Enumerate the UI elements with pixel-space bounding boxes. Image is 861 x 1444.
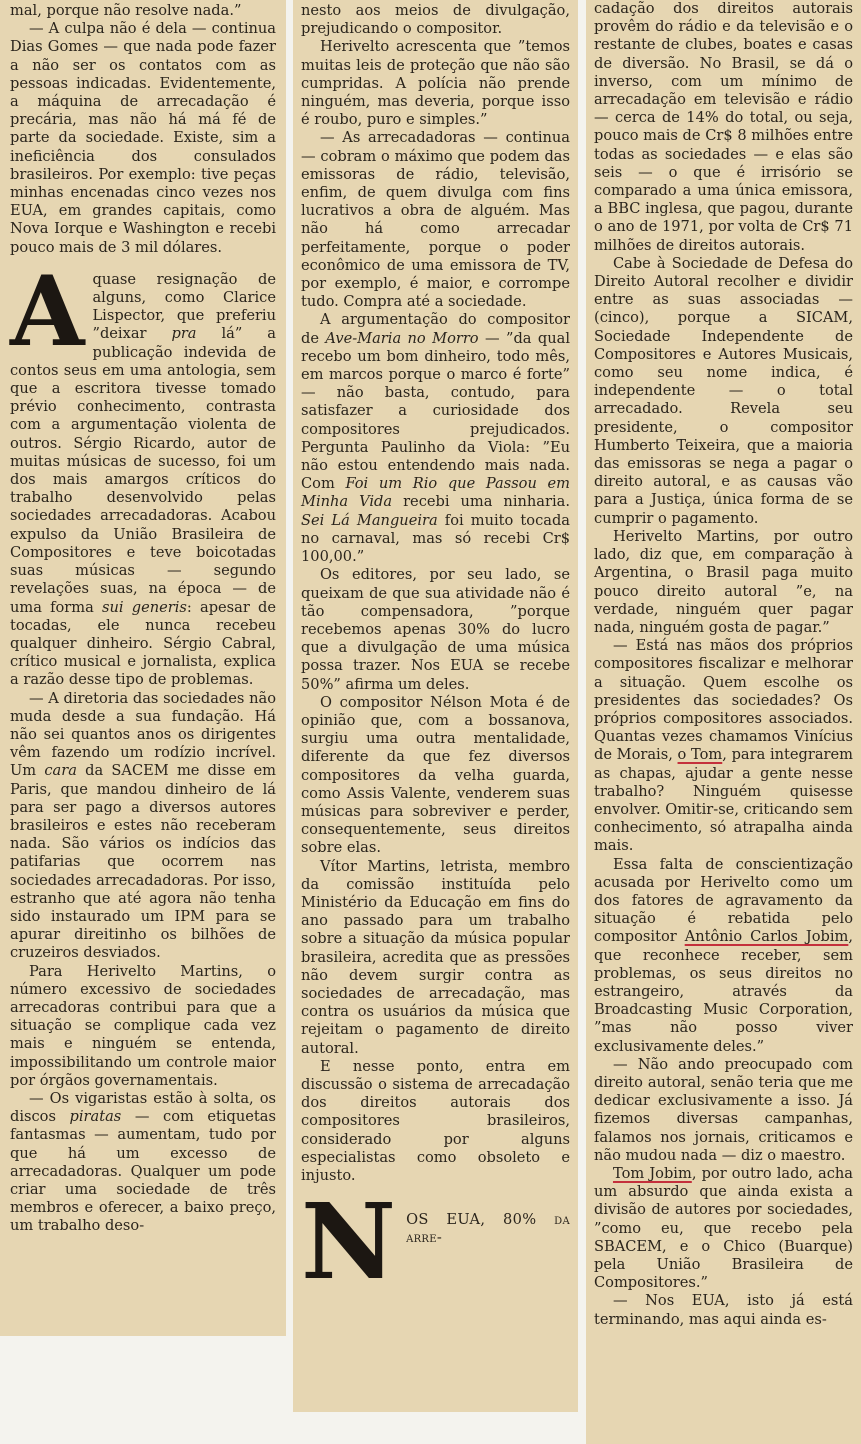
dropcap-paragraph [301,1180,570,1304]
paragraph: quase resignação de alguns, como Clarice Lispector, que preferiu ”deixar pra lá” a publicação indevida de contos seus em uma antologia, sem que a escritora tivesse tomado prévio conhecimento, contrasta com a argumentação violenta de outros. Sérgio Ricardo, autor de muitas músicas de sucesso, foi um dos mais amargos críticos do trabalho desenvolvido pelas sociedades arrecadadoras. Acabou expulso da União Brasileira de Compositores e teve boicotadas suas músicas — segundo revelações suas, na época — de uma forma sui generis: apesar de tocadas, ele nunca recebeu qualquer dinheiro. Sérgio Cabral, crítico musical e jornalista, explica a razão desse tipo de problemas. [10,270,277,689]
paragraph: — Os vigaristas estão à solta, os discos piratas — com etiquetas fantasmas — aumentam, tudo por que há um excesso de arrecadadoras. Qualquer um pode criar uma sociedade de três membros e oferecer, a baixo preço, um trabalho deso- [10,1089,276,1235]
paragraph: Os editores, por seu lado, se queixam de que sua atividade não é tão compensadora, ”porque recebemos apenas 30% do lucro que a divulgação de uma música possa trazer. Nos EUA se recebe 50%” afirma um deles. [301,566,570,693]
article-column-1 [0,0,286,1336]
drop-cap: A [10,254,85,368]
paragraph: OS EUA, 80% da arre- [406,1211,570,1247]
article-column-2 [293,0,578,1412]
paragraph: Vítor Martins, letrista, membro da comissão instituída pelo Ministério da Educação em fins do ano passado para um trabalho sobre a situação da música popular brasileira, acredita que as pressões não devem surgir contra as sociedades de arrecadação, mas contra os usuários da música que rejeitam o pagamento de direito autoral. [301,857,570,1057]
paragraph: — Não ando preocupado com direito autoral, senão teria que me dedicar exclusivamente a isso. Já fizemos diversas campanhas, falamos nos jornais, criticamos e não mudou nada — diz o maestro. [594,1055,853,1164]
highlighted-name: Antônio Carlos Jobim [684,928,849,946]
paragraph: — A culpa não é dela — continua Dias Gomes — que nada pode fazer a não ser os contatos com as pessoas indicadas. Evidentemente, a máquina de arrecadação é precária, mas não há má fé de parte da sociedade. Existe, sim a ineficiência dos consulados brasileiros. Por exemplo: tive peças minhas encenadas cinco vezes nos EUA, em grandes capitais, como Nova Iorque e Washington e recebi pouco mais de 3 mil dólares. [10,20,276,256]
paragraph: nesto aos meios de divulgação, prejudicando o compositor. [301,2,570,38]
dropcap-paragraph [10,254,277,690]
article-column-3 [586,0,861,1444]
paragraph: Tom Jobim, por outro lado, acha um absurdo que ainda exista a divisão de autores por sociedades, ”como eu, que recebo pela SBACEM, e o Chico (Buarque) pela União Brasileira de Compositores.” [594,1165,853,1292]
highlighted-name: o Tom [677,746,723,764]
paragraph: cadação dos direitos autorais provêm do rádio e da televisão e o restante de clubes, boates e casas de diversão. No Brasil, se dá o inverso, com um mínimo de arrecadação em televisão e rádio — cerca de 14% do total, ou seja, pouco mais de Cr$ 8 milhões entre todas as sociedades — e elas são seis — o que é irrisório se comparado a uma única emissora, a BBC inglesa, que pagou, durante o ano de 1971, por volta de Cr$ 71 milhões de direitos autorais. [594,0,853,254]
paragraph: Herivelto acrescenta que ”temos muitas leis de proteção que não são cumpridas. A polícia não prende ninguém, mas deveria, porque isso é roubo, puro e simples.” [301,38,570,129]
paragraph: Herivelto Martins, por outro lado, diz que, em comparação à Argentina, o Brasil paga muito pouco direito autoral ”e, na verdade, ninguém quer pagar nada, ninguém gosta de pagar.” [594,527,853,636]
paragraph: — Nos EUA, isto já está terminando, mas aqui ainda es- [594,1292,853,1328]
paragraph: — Está nas mãos dos próprios compositores fiscalizar e melhorar a situação. Quem escolhe os presidentes das sociedades? Os próprios compositores associados. Quantas vezes chamamos Vinícius de Morais, o Tom, para integrarem as chapas, ajudar a gente nesse trabalho? Ninguém quisesse envolver. Omitir-se, criticando sem conhecimento, só atrapalha ainda mais. [594,637,853,855]
paragraph: — As arrecadadoras — continua — cobram o máximo que podem das emissoras de rádio, televisão, enfim, de quem divulga com fins lucrativos a obra de alguém. Mas não há como arrecadar perfeitamente, porque o poder econômico de uma emissora de TV, por exemplo, é maior, e corrompe tudo. Compra até a sociedade. [301,129,570,311]
paragraph: Essa falta de conscientização acusada por Herivelto como um dos fatores de agravamento da situação é rebatida pelo compositor Antônio Carlos Jobim, que reconhece receber, sem problemas, os seus direitos no estrangeiro, através da Broadcasting Music Corporation, ”mas não posso viver exclusivamente deles.” [594,855,853,1055]
highlighted-name: Tom Jobim [612,1165,692,1182]
paragraph: A argumentação do compositor de Ave-Maria no Morro — ”da qual recebo um bom dinheiro, todo mês, em marcos porque o marco é forte” — não basta, contudo, para satisfazer a curiosidade dos compositores prejudicados. Pergunta Paulinho da Viola: ”Eu não estou entendendo mais nada. Com Foi um Rio que Passou em Minha Vida recebi uma ninharia. Sei Lá Mangueira foi muito tocada no carnaval, mas só recebi Cr$ 100,00.” [301,311,570,566]
paragraph: Para Herivelto Martins, o número excessivo de sociedades arrecadoras contribui para que a situação se complique cada vez mais e ninguém se entenda, impossibilitando um controle maior por órgãos governamentais. [10,962,276,1089]
paragraph: O compositor Nélson Mota é de opinião que, com a bossanova, surgiu uma outra mentalidade, diferente da que fez diversos compositores da velha guarda, como Assis Valente, venderem suas músicas para sobreviver e perder, consequentemente, seus direitos sobre elas. [301,693,570,857]
paragraph: — A diretoria das sociedades não muda desde a sua fundação. Há não sei quantos anos os dirigentes vêm fazendo um rodízio incrível. Um cara da SACEM me disse em Paris, que mandou dinheiro de lá para ser pago a diversos autores brasileiros e estes não receberam nada. São vários os indícios das patifarias que ocorrem nas sociedades arrecadadoras. Por isso, estranho que até agora não tenha sido instaurado um IPM para se apurar direitinho os bilhões de cruzeiros desviados. [10,689,276,962]
paragraph: mal, porque não resolve nada.” [10,2,242,19]
drop-cap: N [301,1180,397,1304]
paragraph: E nesse ponto, entra em discussão o sistema de arrecadação dos direitos autorais dos compositores brasileiros, considerado por alguns especialistas como obsoleto e injusto. [301,1057,570,1184]
paragraph: Cabe à Sociedade de Defesa do Direito Autoral recolher e dividir entre as suas associadas — (cinco), porque a SICAM, Sociedade Independente de Compositores e Autores Musicais, como seu nome indica, é independente — o total arrecadado. Revela seu presidente, o compositor Humberto Teixeira, que a maioria das emissoras se nega a pagar o direito autoral, e as causas vão para a Justiça, única forma de se cumprir o pagamento. [594,254,853,527]
